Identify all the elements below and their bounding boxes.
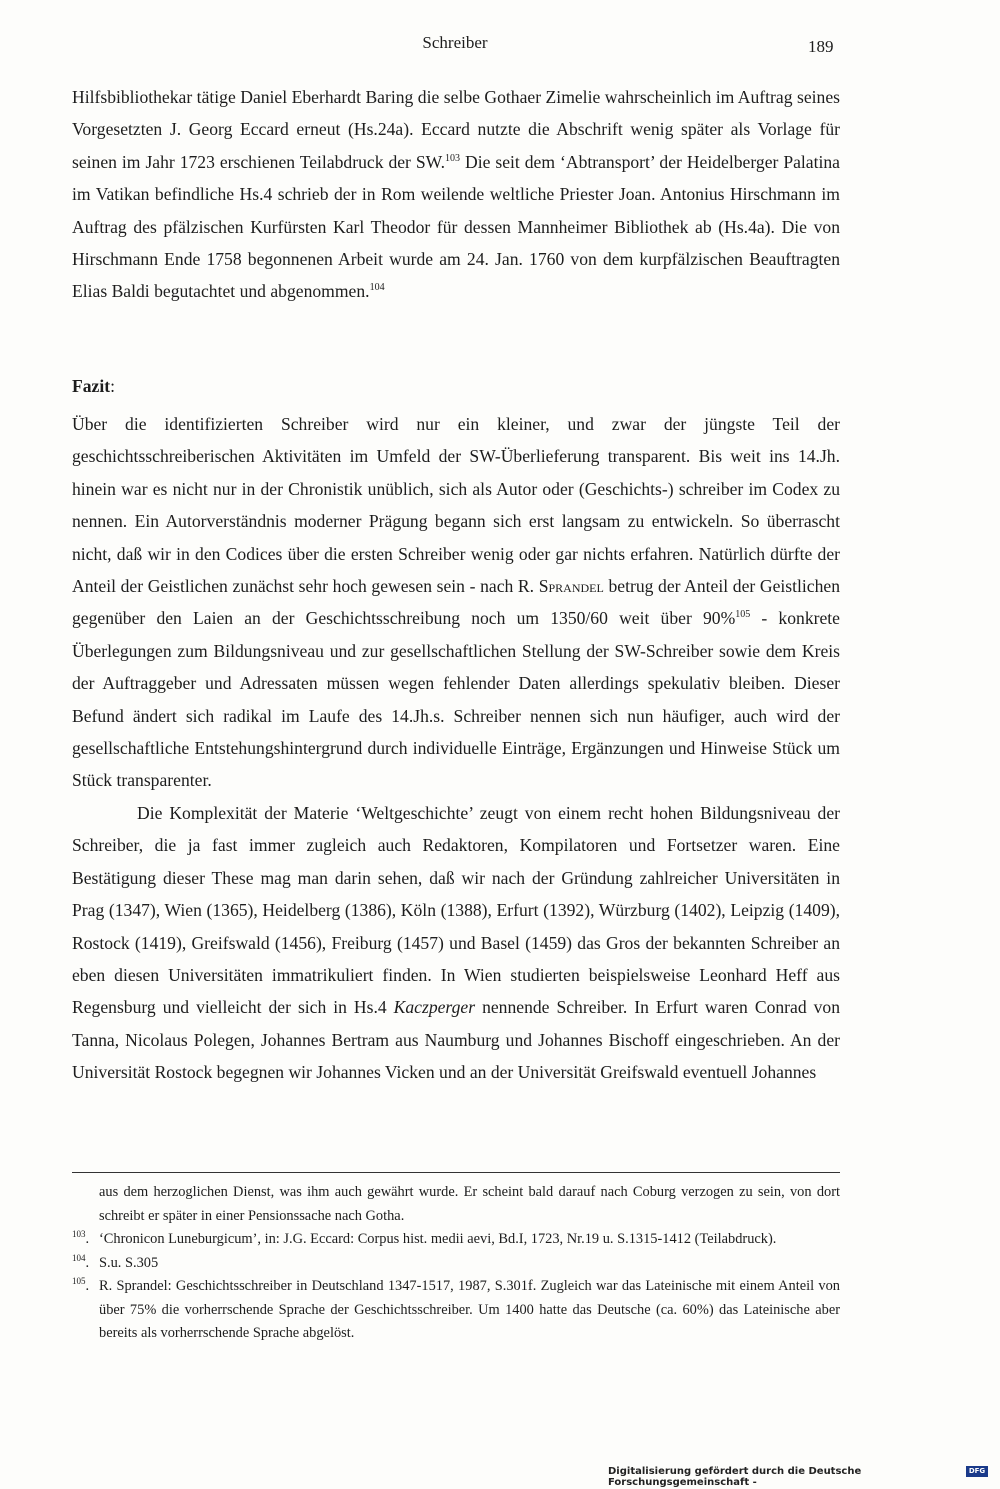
footnote-rule: [72, 1172, 840, 1173]
author-name: Sprandel: [538, 576, 604, 597]
body-block-top: [72, 81, 840, 308]
paragraph: Die Komplexität der Materie ‘Weltgeschichte’ zeugt von einem recht hohen Bildungsniveau der Schreiber, die ja fast immer zugleich auch Redaktoren, Kompilatoren und Fortsetzer waren. Eine Bestätigung dieser These mag man darin sehen, daß wir nach der Gründung zahlreicher Universitäten in Prag (1347), Wien (1365), Heidelberg (1386), Köln (1388), Erfurt (1392), Würzburg (1402), Leipzig (1409), Rostock (1419), Greifswald (1456), Freiburg (1457) und Basel (1459) das Gros der bekannten Schreiber an eben diesen Universitäten immatrikuliert finden. In Wien studierten beispielsweise Leonhard Heff aus Regensburg und vielleicht der sich in Hs.4 Kaczperger nennende Schreiber. In Erfurt waren Conrad von Tanna, Nicolaus Polegen, Johannes Bertram aus Naumburg und Johannes Bischoff eingeschrieben. An der Universität Rostock begegnen wir Johannes Vicken und an der Universität Greifswald eventuell Johannes: [72, 802, 840, 1083]
footnote-ref[interactable]: 103: [445, 152, 461, 164]
page-number: 189: [808, 37, 834, 56]
footnote-ref[interactable]: 104: [369, 282, 385, 294]
funding-note: Digitalisierung gefördert durch die Deutsche Forschungsgemeinschaft -: [608, 1466, 862, 1488]
paragraph: Über die identifizierten Schreiber wird nur ein kleiner, und zwar der jüngste Teil der geschichtsschreiberischen Aktivitäten im Umfeld der SW-Überlieferung transparent. Bis weit ins 14.Jh. hinein war es nicht nur in der Chronistik unüblich, sich als Autor oder (Geschichts-) schreiber im Codex zu nennen. Ein Autorverständnis moderner Prägung begann sich erst langsam zu entwickeln. So überrascht nicht, daß wir in den Codices über die ersten Schreiber wenig oder gar nichts erfahren. Natürlich dürfte der Anteil der Geistlichen zunächst sehr hoch gewesen sein - nach R. Sprandel betrug der Anteil der Geistlichen gegenüber den Laien an der Geschichtsschreibung noch um 1350/60 weit über 90%$^{105}$ - konkrete Überlegungen zum Bildungsniveau und zur gesellschaftlichen Stellung der SW-Schreiber sowie dem Kreis der Auftraggeber und Adressaten müssen wegen fehlender Daten allerdings spekulativ bleiben. Dieser Befund ändert sich radikal im Laufe des 14.Jh.s. Schreiber nennen sich nun häufiger, auch wird der gesellschaftliche Entstehungshintergrund durch individuelle Einträge, Ergänzungen und Hinweise Stück um Stück transparenter.: [72, 414, 840, 791]
dfg-logo: DFG: [966, 1466, 988, 1477]
footnotes: [72, 1181, 840, 1346]
footnote-ref[interactable]: 105: [735, 609, 751, 621]
section-heading: Fazit:: [72, 376, 115, 396]
footnote-104: $^{104}$. S.u. S.305: [72, 1252, 159, 1271]
footnote-103: $^{103}$. ‘Chronicon Luneburgicum’, in: J.G. Eccard: Corpus hist. medii aevi, Bd.I, 1723, Nr.19 u. S.1315-1412 (Teilabdruck).: [72, 1229, 777, 1247]
footnote-105: $^{105}$. R. Sprandel: Geschichtsschreiber in Deutschland 1347-1517, 1987, S.301f. Zugleich war das Lateinische mit einem Anteil von über 75% die vorherrschende Sprache der Geschichtsschreiber. Um 1400 hatte das Deutsche (ca. 60%) das Lateinische aber bereits als vorherrschende Sprache abgelöst.: [72, 1276, 840, 1341]
running-header-title: Schreiber: [422, 33, 488, 52]
footnote-continuation: aus dem herzoglichen Dienst, was ihm auch gewährt wurde. Er scheint bald darauf nach Coburg verzogen zu sein, von dort schreibt er später in einer Pensionssache nach Gotha.: [99, 1184, 840, 1224]
body-block-main: [72, 408, 840, 1089]
paragraph: Hilfsbibliothekar tätige Daniel Eberhardt Baring die selbe Gothaer Zimelie wahrscheinlich im Auftrag seines Vorgesetzten J. Georg Eccard erneut (Hs.24a). Eccard nutzte die Abschrift wenig später als Vorlage für seinen im Jahr 1723 erschienen Teilabdruck der SW.$^{103}$ Die seit dem ‘Abtransport’ der Heidelberger Palatina im Vatikan befindliche Hs.4 schrieb der in Rom weilende weltliche Priester Joan. Antonius Hirschmann im Auftrag des pfälzischen Kurfürsten Karl Theodor für dessen Mannheimer Bibliothek ab (Hs.4a). Die von Hirschmann Ende 1758 begonnenen Arbeit wurde am 24. Jan. 1760 von dem kurpfälzischen Beauftragten Elias Baldi begutachtet und abgenommen.$^{104}$: [72, 87, 840, 302]
